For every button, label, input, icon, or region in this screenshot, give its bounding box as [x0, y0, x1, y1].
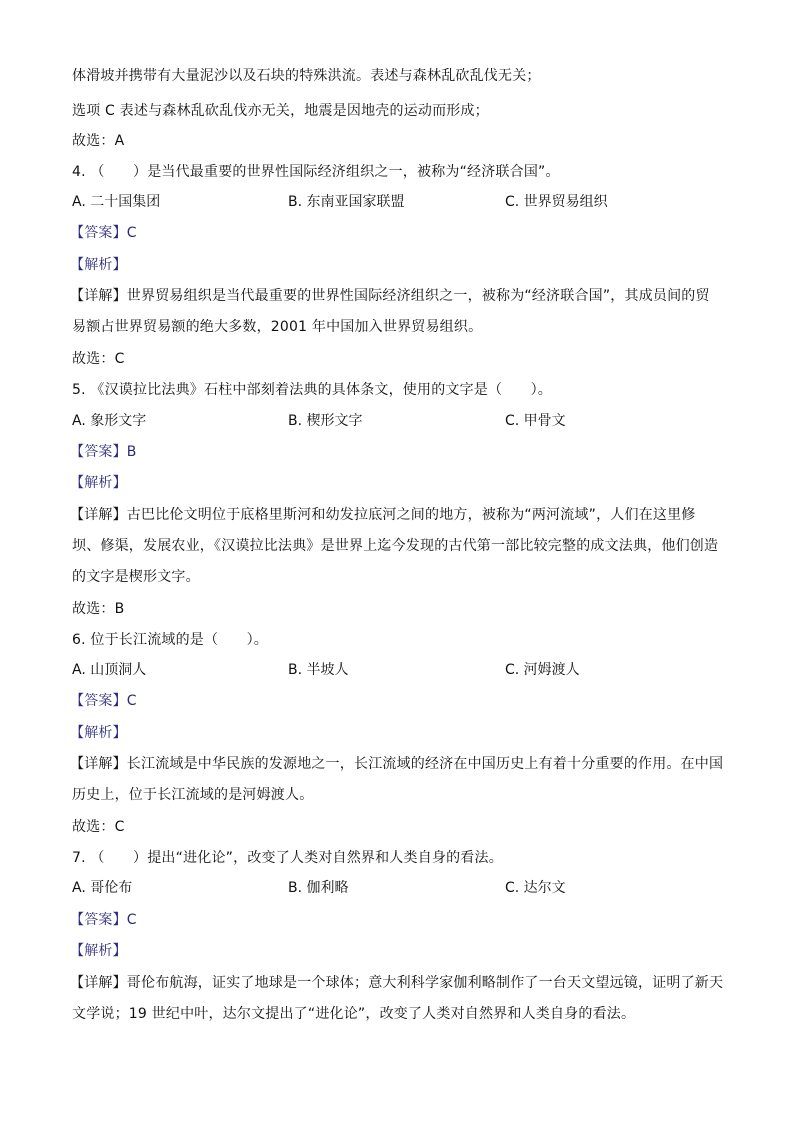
analysis-label: 【解析】 [70, 475, 127, 491]
question-stem: 6. 位于长江流域的是（ ）。 [72, 632, 269, 648]
choose-line: 故选：C [72, 351, 125, 367]
question-stem: 7. （ ）提出“进化论”，改变了人类对自然界和人类自身的看法。 [72, 850, 503, 866]
analysis-label: 【解析】 [70, 943, 127, 959]
option-c: C. 达尔文 [505, 880, 566, 896]
detail-line: 坝、修渠，发展农业，《汉谟拉比法典》是世界上迄今发现的古代第一部比较完整的成文法典，他们创造 [72, 538, 719, 554]
question-stem: 5. 《汉谟拉比法典》石柱中部刻着法典的具体条文，使用的文字是（ ）。 [72, 382, 553, 398]
option-c: C. 河姆渡人 [505, 662, 580, 678]
choose-line: 故选：C [72, 819, 125, 835]
option-b: B. 伽利略 [288, 880, 349, 896]
option-a: A. 山顶洞人 [72, 662, 147, 678]
detail-line: 【详解】古巴比伦文明位于底格里斯河和幼发拉底河之间的地方，被称为“两河流域”，人们在这里修 [70, 507, 696, 523]
option-a: A. 象形文字 [72, 413, 147, 429]
detail-line: 【详解】世界贸易组织是当代最重要的世界性国际经济组织之一，被称为“经济联合国”，其成员间的贸 [70, 288, 710, 304]
detail-line: 历史上，位于长江流域的是河姆渡人。 [72, 787, 314, 803]
answer-line: 【答案】C [70, 225, 137, 241]
analysis-label: 【解析】 [70, 257, 127, 273]
text-line: 体滑坡并携带有大量泥沙以及石块的特殊洪流。表述与森林乱砍乱伐无关； [72, 68, 541, 84]
choose-line: 故选：B [72, 601, 125, 617]
question-stem: 4. （ ）是当代最重要的世界性国际经济组织之一，被称为“经济联合国”。 [72, 164, 560, 180]
answer-line: 【答案】C [70, 912, 137, 928]
option-a: A. 二十国集团 [72, 194, 161, 210]
text-line: 选项 C 表述与森林乱砍乱伐亦无关，地震是因地壳的运动而形成； [72, 103, 489, 119]
choose-line: 故选：A [72, 133, 125, 149]
detail-line: 文学说；19 世纪中叶，达尔文提出了“进化论”，改变了人类对自然界和人类自身的看法。 [72, 1006, 636, 1022]
option-b: B. 东南亚国家联盟 [288, 194, 405, 210]
analysis-label: 【解析】 [70, 725, 127, 741]
option-c: C. 世界贸易组织 [505, 194, 608, 210]
option-a: A. 哥伦布 [72, 880, 133, 896]
option-b: B. 楔形文字 [288, 413, 363, 429]
detail-line: 易额占世界贸易额的绝大多数，2001 年中国加入世界贸易组织。 [72, 319, 483, 335]
answer-line: 【答案】C [70, 693, 137, 709]
detail-line: 【详解】哥伦布航海，证实了地球是一个球体；意大利科学家伽利略制作了一台天文望远镜，证明了新天 [70, 975, 724, 991]
option-c: C. 甲骨文 [505, 413, 566, 429]
option-b: B. 半坡人 [288, 662, 349, 678]
answer-line: 【答案】B [70, 444, 137, 460]
detail-line: 的文字是楔形文字。 [72, 569, 200, 585]
detail-line: 【详解】长江流域是中华民族的发源地之一，长江流域的经济在中国历史上有着十分重要的作用。在中国 [70, 756, 724, 772]
